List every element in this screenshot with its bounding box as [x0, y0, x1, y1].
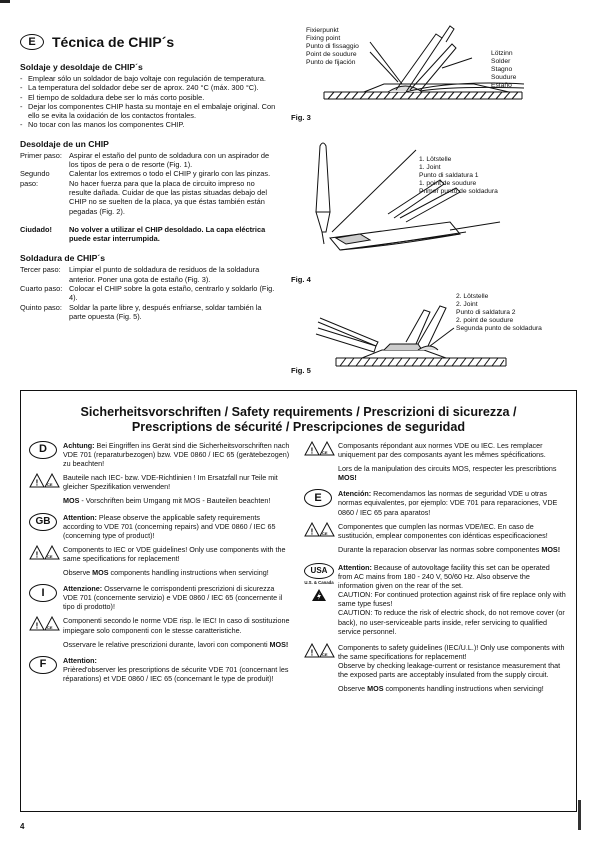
paragraph: Components to IEC or VDE guidelines! Only use components with the same specifications for replacement! [63, 544, 286, 563]
icon-column [304, 522, 334, 559]
step-text: Limpiar el punto de soldadura de residuos de la soldadura anterior. Poner una gota de estaño (Fig. 3). [69, 265, 260, 284]
language-badge-usa: USA [304, 563, 334, 579]
warning-triangle-ce-icon [29, 616, 61, 632]
figure-4 [300, 134, 580, 264]
step-text: Calentar los extremos o todo el CHIP y girarlo con las pinzas. No hacer fuerza para que la placa de circuito impreso no resulte dañada. Cuidar de que las pistas situadas debajo del CHIP no se suelten de la placa, ya que éstas también están pegadas (Fig. 2). [69, 169, 271, 216]
entry-text [338, 489, 566, 521]
right-edge-mark [578, 800, 581, 830]
entry-text [63, 473, 291, 510]
paragraph [63, 513, 291, 540]
page-header [20, 34, 174, 50]
step-label: Primer paso: [20, 150, 62, 160]
paragraph [63, 640, 291, 649]
figure-4-drawing [300, 134, 580, 264]
entry-text [63, 616, 291, 653]
fig3-label: Soudure [491, 74, 517, 81]
text: - Vorschriften beim Umgang mit MOS - Bauteilen beachten! [79, 496, 271, 506]
text: Bei Eingriffen ins Gerät sind die Sicherheitsvorschriften nach VDE 701 (reparaturbezogen) bzw. VDE 0860 / IEC 65 (gerätebezogen) zu beachten! [63, 441, 290, 469]
fig3-label: Stagno [491, 66, 513, 73]
fig5-labels [456, 293, 542, 333]
paragraph [63, 656, 291, 683]
paragraph [63, 584, 291, 611]
list-item: - El tiempo de soldadura debe ser lo más corto posible. [20, 93, 276, 102]
figure-3 [304, 20, 574, 135]
entry-text [338, 643, 566, 698]
safety-box [20, 390, 577, 812]
soldaje-list [20, 74, 276, 130]
icon-column [304, 563, 334, 641]
paragraph [338, 489, 566, 516]
text: Osservarne le corrispondenti prescrizioni di sicurezza VDE 701 (concernente servizio) e VDE 0860 / IEC 65 (concernente il tipo di prodotto)! [63, 584, 283, 612]
fig4-label: 1. Joint [419, 164, 441, 171]
page-number: 4 [20, 822, 25, 831]
step-row [20, 284, 276, 303]
fig3-right-labels [491, 50, 516, 90]
language-badge-gb: GB [29, 513, 57, 531]
paragraph: Composants répondant aux normes VDE ou IEC. Les remplacer uniquement par des composants ayant les mêmes spécifications. [338, 441, 546, 460]
language-badge-e: E [20, 34, 44, 50]
text: Because of autovoltage facility this set can be operated from AC mains from 180 - 240 V, 50/60 Hz. Also observe the information given on the rear of the set. [338, 562, 550, 591]
paragraph: CAUTION: For continued protection against risk of fire replace only with same type fuses! [338, 590, 566, 609]
icon-column [29, 545, 59, 582]
icon-column [304, 441, 334, 487]
step-label: Quinto paso: [20, 302, 62, 312]
fig3-label: Punto di fissaggio [306, 43, 359, 50]
language-badge-d: D [29, 441, 57, 459]
fig5-label: 2. Joint [456, 301, 478, 308]
bold-label: Attenzione: [63, 584, 103, 594]
safety-entry-d [29, 441, 291, 473]
safety-entry-i-2 [29, 616, 291, 653]
list-item: - La temperatura del soldador debe ser de aprox. 240 °C (máx. 300 °C). [20, 83, 276, 92]
warning-triangle-ce-icon [29, 545, 61, 561]
text: Recomendamos las normas de seguridad VDE u otras normas equivalentes, por ejemplo: VDE 701 para reparaciones, VDE 0860 / IEC 65 para aparatos! [338, 489, 558, 517]
safety-right-column [304, 441, 566, 698]
warning-triangle-ce-icon [304, 643, 336, 659]
step-label: Tercer paso: [20, 265, 61, 275]
svg-text:!: ! [35, 550, 39, 560]
icon-column [304, 489, 334, 521]
bold-label: MOS! [338, 473, 357, 483]
paragraph [338, 684, 566, 693]
step-text: Soldar la parte libre y, después enfriarse, soldar también la parte opuesta (Fig. 5). [69, 302, 262, 321]
step-text: Colocar el CHIP sobre la gota estaño, centrarlo y soldarlo (Fig. 4). [69, 284, 275, 303]
fig4-label: 1. Lötstelle [419, 156, 452, 163]
safety-entry-f-2 [304, 441, 566, 487]
entry-text [338, 563, 566, 641]
paragraph: CAUTION: To reduce the risk of electric shock, do not remove cover (or back), no user-serviceable parts inside, refer servicing to qualified service personnel. [338, 608, 565, 636]
svg-text:!: ! [310, 446, 314, 456]
list-item: - Dejar los componentes CHIP hasta su montaje en el embalaje original. Con ello se evita la oxidación de los contactos frontales. [20, 102, 276, 121]
safety-entry-d-2 [29, 473, 291, 510]
icon-column [304, 643, 334, 698]
bold-label: Atención: [338, 489, 372, 499]
entry-text [63, 513, 291, 545]
fig5-label: 2. point de soudure [456, 317, 514, 324]
fig3-caption: Fig. 3 [291, 113, 311, 122]
language-badge-f: F [29, 656, 57, 674]
icon-column [29, 441, 59, 473]
fig4-caption: Fig. 4 [291, 275, 311, 284]
bold-label: Attention: [63, 512, 97, 522]
top-edge-mark [0, 0, 10, 3]
warning-triangle-ce-icon [29, 473, 61, 489]
safety-entry-e-2 [304, 522, 566, 559]
text: Prièred'observer les prescriptions de sécurite VDE 701 (concernant les réparations) et VDE 0860 / IEC 65 (concernant le type de produit)! [63, 664, 289, 683]
entry-text [63, 441, 291, 473]
fig4-label: 1. point de soudure [419, 180, 477, 187]
fig3-label: Fixierpunkt [306, 27, 339, 34]
paragraph [63, 441, 291, 468]
step-label: Cuarto paso: [20, 284, 63, 294]
list-item: - No tocar con las manos los componentes CHIP. [20, 120, 276, 129]
step-row [20, 265, 276, 284]
fig4-label: Primer punto de soldadura [419, 188, 498, 195]
safety-title-line-1: Sicherheitsvorschriften / Safety requirements / Prescrizioni di sicurezza / [80, 405, 517, 419]
text: components handling instructions when servicing! [383, 684, 544, 694]
svg-text:!: ! [310, 527, 314, 537]
svg-text:!: ! [35, 478, 39, 488]
warning-text: No volver a utilizar el CHIP desoldado. La capa eléctrica puede estar interrumpida. [69, 224, 266, 244]
ce-mark: CE [47, 553, 53, 559]
lightning-warning-icon [311, 588, 327, 602]
step-row [20, 303, 276, 322]
text: Osservare le relative prescrizioni durante, lavori con componenti [63, 639, 270, 649]
text: Lors de la manipulation des circuits MOS, respecter les prescribtions [338, 464, 557, 474]
safety-title-line-2: Prescriptions de sécurité / Prescripciones de seguridad [131, 420, 466, 434]
paragraph [338, 464, 566, 482]
entry-text [338, 522, 566, 559]
fig3-label: Lötzinn [491, 50, 513, 57]
page-title: Técnica de CHIP´s [52, 34, 175, 50]
fig5-label: 2. Lötstelle [456, 293, 489, 300]
bold-label: Attention: [63, 655, 97, 665]
safety-entry-gb-2 [29, 545, 291, 582]
heading-soldaje: Soldaje y desoldaje de CHIP´s [20, 62, 143, 72]
fig3-label: Solder [491, 58, 511, 65]
step-row [20, 151, 276, 170]
paragraph: Bauteile nach IEC- bzw. VDE-Richtlinien ! Im Ersatzfall nur Teile mit gleicher Spezifikation verwenden! [63, 473, 278, 492]
soldadura-steps [20, 265, 276, 321]
fig4-labels [419, 156, 498, 196]
fig5-label: Segunda punto de soldadura [456, 325, 542, 332]
ce-mark: CE [47, 625, 53, 631]
safety-entry-usa-2 [304, 643, 566, 698]
entry-text [63, 545, 291, 582]
text: Observe [338, 684, 368, 694]
ce-mark: CE [322, 450, 328, 455]
step-text: Aspirar el estaño del punto de soldadura con un aspirador de los tipos de pera o de resorte (Fig. 1). [69, 150, 270, 170]
entry-text [63, 656, 291, 688]
paragraph: Componentes que cumplen las normas VDE/IEC. En caso de sustitución, emplear componentes con idénticas especificaciones! [338, 521, 548, 540]
step-label: Segundo paso: [20, 169, 50, 188]
paragraph [63, 568, 291, 577]
ce-mark: CE [47, 482, 53, 488]
bold-label: Attention: [338, 562, 372, 572]
icon-column [29, 616, 59, 653]
safety-left-column [29, 441, 291, 688]
entry-text [338, 441, 566, 487]
heading-desoldaje: Desoldaje de un CHIP [20, 138, 109, 149]
step-row [20, 169, 276, 215]
paragraph [338, 545, 566, 554]
fig4-label: Punto di saldatura 1 [419, 172, 479, 179]
bold-label: MOS! [541, 544, 561, 554]
warning-triangle-ce-icon [304, 522, 336, 538]
left-column [20, 62, 276, 321]
safety-title [21, 405, 576, 435]
svg-text:!: ! [35, 621, 39, 631]
language-badge-i: I [29, 584, 57, 602]
warning-triangle-ce-icon [304, 441, 336, 457]
desoldaje-steps [20, 151, 276, 216]
svg-text:!: ! [310, 648, 314, 658]
fig5-caption: Fig. 5 [291, 366, 311, 375]
entry-text [63, 584, 291, 616]
icon-column [29, 656, 59, 688]
bold-label: MOS [367, 684, 384, 694]
safety-entry-f [29, 656, 291, 688]
text: components handling instructions when servicing! [108, 568, 269, 578]
figure-5 [306, 288, 576, 380]
icon-column [29, 513, 59, 545]
list-item: - Emplear sólo un soldador de bajo voltaje con regulación de temperatura. [20, 74, 276, 83]
bold-label: Achtung: [63, 441, 95, 450]
paragraph: Observe by checking leakage-current or resistance measurement that the exposed parts are acceptably insulated from the supply circuit. [338, 660, 561, 679]
paragraph: Components to safety guidelines (IEC/U.L.)! Only use components with the same specifications for replacement! [338, 642, 565, 661]
paragraph [63, 496, 291, 505]
fig3-label: Estaño [491, 82, 512, 89]
text: Observe [63, 568, 93, 578]
safety-entry-i [29, 584, 291, 616]
icon-column [29, 584, 59, 616]
text: Durante la reparacion observar las normas sobre componentes [338, 544, 542, 554]
fig3-left-labels [306, 27, 359, 67]
safety-entry-usa [304, 563, 566, 641]
bold-label: MOS [63, 496, 80, 506]
paragraph: Componenti secondo le norme VDE risp. le IEC! In caso di sostituzione impiegare solo componenti con le stesse caratteristiche. [63, 616, 290, 635]
bold-label: MOS [92, 568, 109, 578]
text: Please observe the applicable safety requirements according to VDE 701 (concerning repairs) and VDE 0860 / IEC 65 (concerning type of product)! [63, 512, 276, 540]
ce-mark: CE [322, 530, 328, 536]
warning-label: Ciudado! [20, 224, 53, 234]
heading-soldadura: Soldadura de CHIP´s [20, 253, 105, 264]
fig3-label: Fixing point [306, 35, 341, 42]
fig3-label: Point de soudure [306, 51, 357, 58]
paragraph [338, 563, 566, 590]
safety-entry-e [304, 489, 566, 521]
ce-mark: CE [322, 651, 328, 657]
usa-canada-label: U.S. & Canada [304, 579, 334, 585]
warning-row [20, 225, 276, 244]
fig3-label: Punto de fijación [306, 59, 356, 66]
icon-column [29, 473, 59, 510]
bold-label: MOS! [269, 639, 289, 649]
safety-entry-gb [29, 513, 291, 545]
fig5-label: Punto di saldatura 2 [456, 309, 516, 316]
language-badge-e: E [304, 489, 332, 507]
